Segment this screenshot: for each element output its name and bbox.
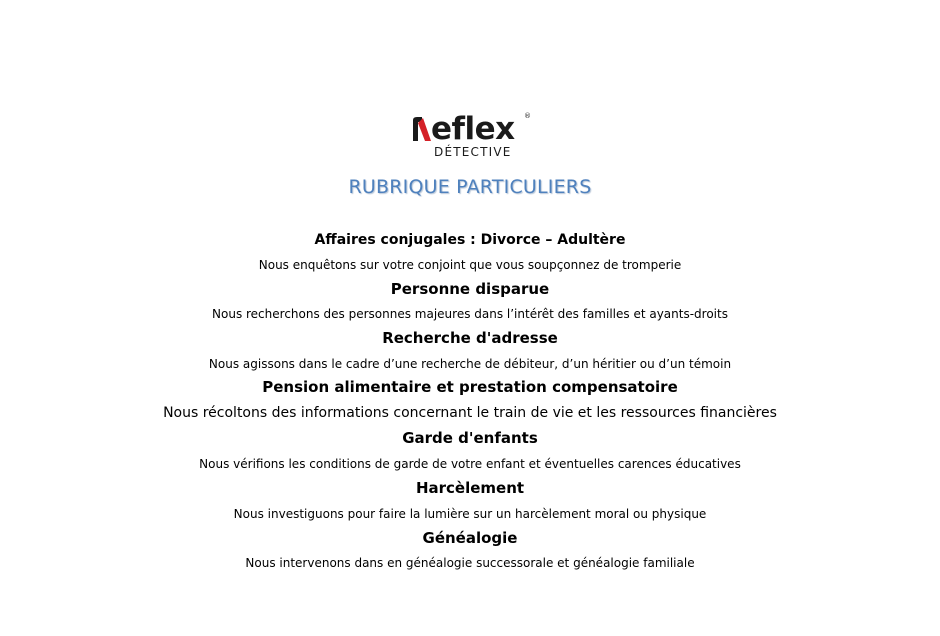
section-description-4: Nous récoltons des informations concernant le train de vie et les ressources financières bbox=[163, 405, 777, 421]
section-heading-4: Pension alimentaire et prestation compensatoire bbox=[262, 378, 678, 396]
section-description-3: Nous agissons dans le cadre d’une recherche de débiteur, d’un héritier ou d’un témoin bbox=[208, 357, 732, 371]
section-heading-6: Harcèlement bbox=[415, 479, 525, 497]
section-description-5: Nous vérifions les conditions de garde de votre enfant et éventuelles carences éducatives bbox=[199, 457, 741, 471]
logo-r-mark-icon bbox=[412, 117, 431, 141]
section-description-7: Nous intervenons dans en généalogie successorale et généalogie familiale bbox=[245, 556, 695, 570]
section-description-2: Nous recherchons des personnes majeures dans l’intérêt des familles et ayants-droits bbox=[212, 307, 728, 321]
section-heading-3: Recherche d'adresse bbox=[382, 329, 558, 347]
reflex-detective-logo bbox=[410, 112, 535, 162]
logo-subtitle: DÉTECTIVE bbox=[434, 145, 512, 159]
page-title: RUBRIQUE PARTICULIERS bbox=[348, 176, 592, 198]
logo-brand-text: eflex bbox=[431, 111, 515, 147]
section-heading-5: Garde d'enfants bbox=[402, 429, 538, 447]
registered-mark: ® bbox=[524, 112, 531, 120]
section-heading-2: Personne disparue bbox=[390, 280, 550, 298]
section-heading-1: Affaires conjugales : Divorce – Adultère bbox=[314, 232, 626, 248]
section-heading-7: Généalogie bbox=[422, 529, 518, 547]
logo-wordmark bbox=[412, 112, 515, 146]
section-description-1: Nous enquêtons sur votre conjoint que vous soupçonnez de tromperie bbox=[258, 258, 682, 272]
section-description-6: Nous investiguons pour faire la lumière sur un harcèlement moral ou physique bbox=[233, 507, 707, 521]
